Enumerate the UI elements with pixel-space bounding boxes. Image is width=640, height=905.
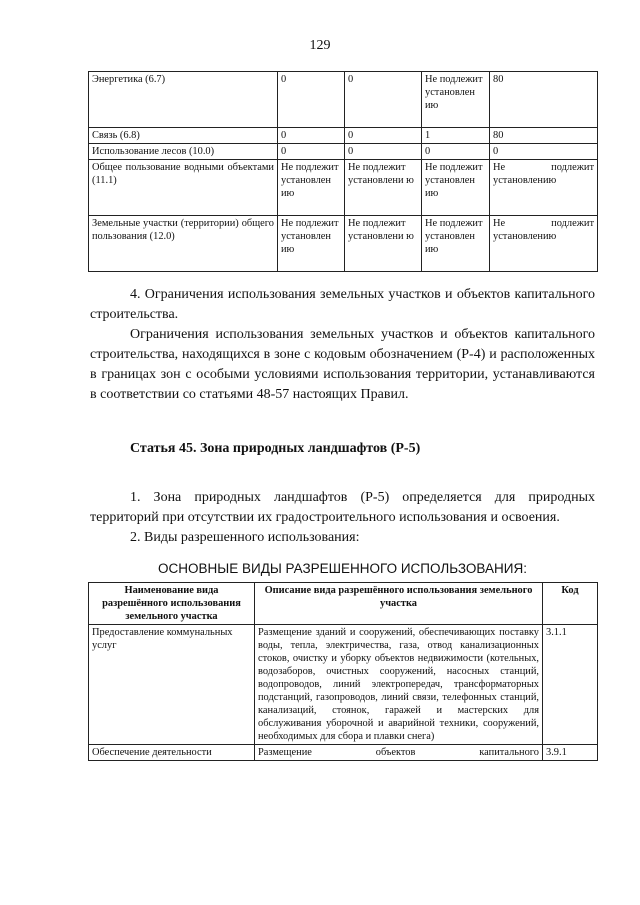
use-name: Предоставление коммунальных услуг [89,625,255,745]
header-code: Код [543,583,598,625]
limits-table [88,71,598,272]
table-cell: 0 [345,128,422,144]
table-row [89,128,598,144]
table-cell: Не подлежит установлен ию [422,72,490,128]
table-cell: 80 [490,72,598,128]
table-cell: Не подлежит установлению [490,160,598,216]
table-row [89,144,598,160]
use-description: Размещение объектов капитального [255,745,543,761]
table-cell: 0 [278,144,345,160]
table-caption: ОСНОВНЫЕ ВИДЫ РАЗРЕШЕННОГО ИСПОЛЬЗОВАНИЯ: [158,561,527,576]
table-cell: 0 [278,72,345,128]
section4-paragraph-2: Ограничения использования земельных участков и объектов капитального строительства, находящихся в зоне с кодовым обозначением (Р-4) и расположенных в границах зон с особыми условиями использования территории, устанавливаются в соответствии со статьями 48-57 настоящих Правил. [90,327,595,402]
table-row [89,216,598,272]
table-row [89,745,598,761]
permitted-uses-table [88,582,598,761]
table-cell: Энергетика (6.7) [89,72,278,128]
table-cell: 0 [422,144,490,160]
table-cell: Земельные участки (территории) общего пользования (12.0) [89,216,278,272]
table-cell: Не подлежит установлени ю [345,160,422,216]
table-cell: 0 [345,72,422,128]
table-header-row [89,583,598,625]
table-cell: 80 [490,128,598,144]
use-description: Размещение зданий и сооружений, обеспечивающих поставку воды, тепла, электричества, газа, отвод канализационных стоков, очистку и уборку объектов недвижимости (котельных, водозаборов, очистных сооружений, насосных станций, водопроводов, линий электропередач, трансформаторных подстанций, газопроводов, линий связи, телефонных станций, канализаций, стоянок, гаражей и мастерских для обслуживания уборочной и аварийной техники, сооружений, необходимых для сбора и плавки снега) [255,625,543,745]
page-number: 129 [309,38,331,53]
use-code: 3.1.1 [543,625,598,745]
table-row [89,72,598,128]
article-paragraph-2: 2. Виды разрешенного использования: [130,530,360,545]
table-cell: Связь (6.8) [89,128,278,144]
table-cell: Не подлежит установлению [490,216,598,272]
article-paragraph-1: 1. Зона природных ландшафтов (Р-5) определяется для природных территорий при отсутствии их градостроительного использования и освоения. [90,490,595,525]
table-cell: 0 [345,144,422,160]
use-name: Обеспечение деятельности [89,745,255,761]
table-cell: 0 [278,128,345,144]
table-row [89,160,598,216]
table-cell: Не подлежит установлен ию [422,160,490,216]
table-cell: Не подлежит установлен ию [278,216,345,272]
header-name: Наименование вида разрешённого использования земельного участка [89,583,255,625]
header-description: Описание вида разрешённого использования земельного участка [255,583,543,625]
table-row [89,625,598,745]
use-code: 3.9.1 [543,745,598,761]
article-heading: Статья 45. Зона природных ландшафтов (Р-5) [130,441,421,456]
table-cell: Не подлежит установлени ю [345,216,422,272]
table-cell: Использование лесов (10.0) [89,144,278,160]
table-cell: 0 [490,144,598,160]
table-cell: Не подлежит установлен ию [278,160,345,216]
table-cell: Не подлежит установлен ию [422,216,490,272]
section4-paragraph-1: 4. Ограничения использования земельных участков и объектов капитального строительства. [90,287,595,322]
table-cell: 1 [422,128,490,144]
table-cell: Общее пользование водными объектами (11.1) [89,160,278,216]
